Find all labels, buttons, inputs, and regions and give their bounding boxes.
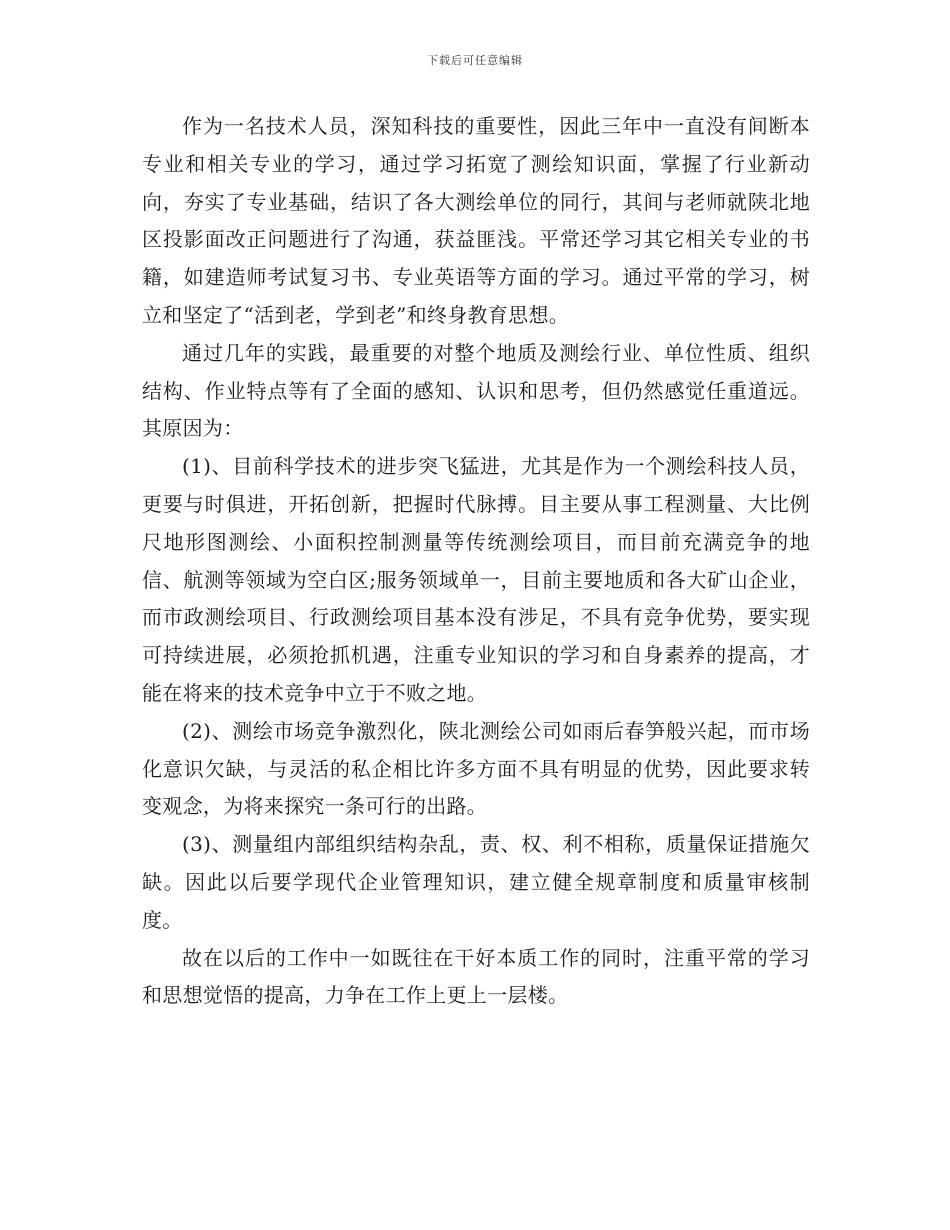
paragraph-practice: 通过几年的实践，最重要的对整个地质及测绘行业、单位性质、组织结构、作业特点等有了全面的感知、认识和思考，但仍然感觉任重道远。其原因为： [142,340,810,441]
page-header: 下载后可任意编辑 [427,54,523,67]
paragraph-reason-3: (3)、测量组内部组织结构杂乱，责、权、利不相称，质量保证措施欠缺。因此以后要学现代企业管理知识，建立健全规章制度和质量审核制度。 [142,832,810,932]
paragraph-study: 作为一名技术人员，深知科技的重要性，因此三年中一直没有间断本专业和相关专业的学习，通过学习拓宽了测绘知识面，掌握了行业新动向，夯实了专业基础，结识了各大测绘单位的同行，其间与老师就陕北地区投影面改正问题进行了沟通，获益匪浅。平常还学习其它相关专业的书籍，如建造师考试复习书、专业英语等方面的学习。通过平常的学习，树立和坚定了“活到老，学到老”和终身教育思想。 [142,114,810,327]
paragraph-reason-1: (1)、目前科学技术的进步突飞猛进，尤其是作为一个测绘科技人员，更要与时俱进，开拓创新，把握时代脉搏。目主要从事工程测量、大比例尺地形图测绘、小面积控制测量等传统测绘项目，而目前充满竞争的地信、航测等领域为空白区;服务领域单一，目前主要地质和各大矿山企业，而市政测绘项目、行政测绘项目基本没有涉足，不具有竞争优势，要实现可持续进展，必须抢抓机遇，注重专业知识的学习和自身素养的提高，才能在将来的技术竞争中立于不败之地。 [142,454,810,705]
paragraph-reason-2: (2)、测绘市场竞争激烈化，陕北测绘公司如雨后春笋般兴起，而市场化意识欠缺，与灵活的私企相比许多方面不具有明显的优势，因此要求转变观念，为将来探究一条可行的出路。 [142,718,810,819]
paragraph-conclusion: 故在以后的工作中一如既往在干好本质工作的同时，注重平常的学习和思想觉悟的提高，力争在工作上更上一层楼。 [142,945,810,1008]
document-body [142,108,810,1015]
